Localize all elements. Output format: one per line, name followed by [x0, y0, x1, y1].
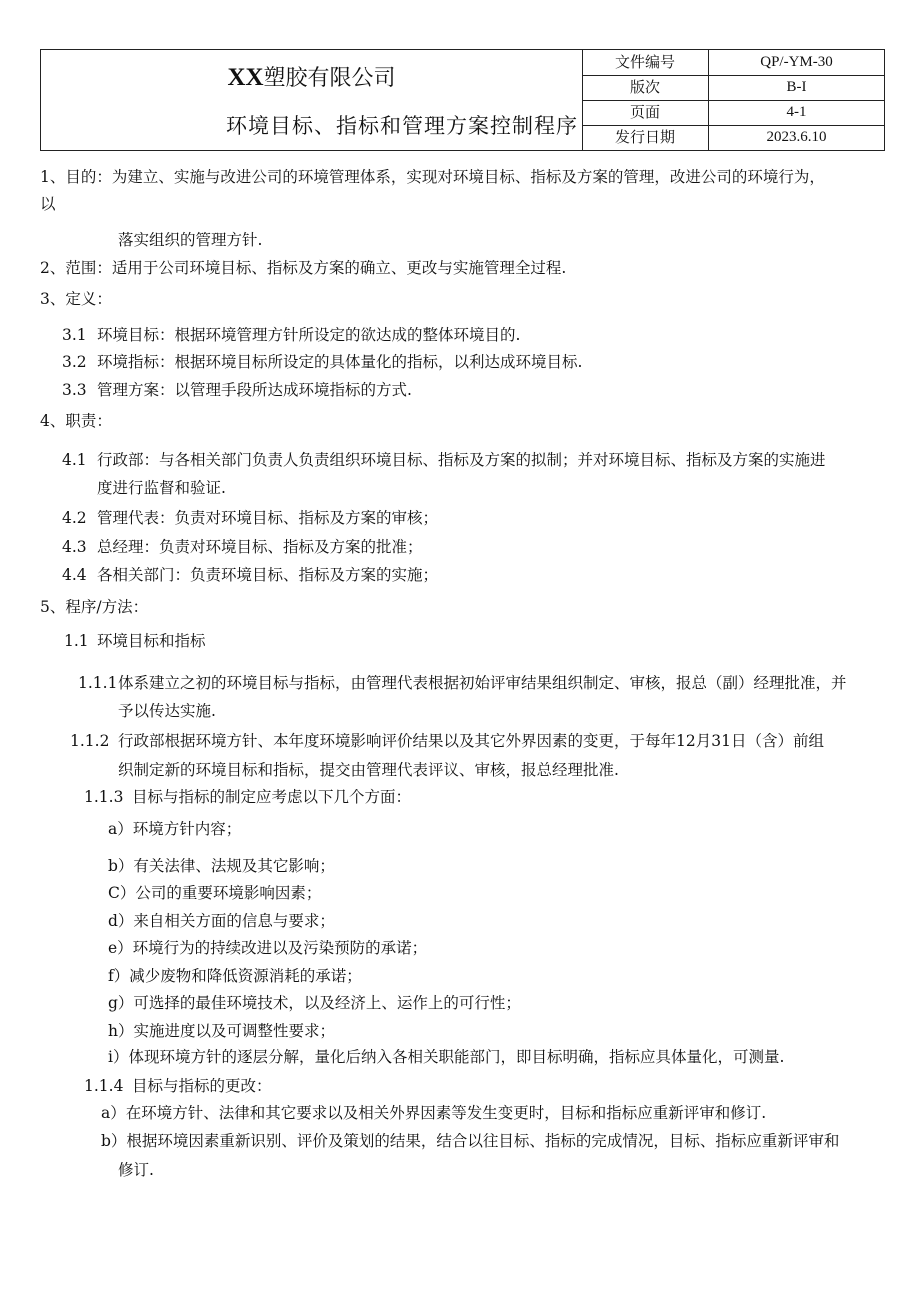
list-item: d）来自相关方面的信息与要求；	[108, 912, 335, 930]
section-title: 环境目标和指标	[97, 632, 206, 650]
clause-text-cont: 予以传达实施.	[118, 702, 216, 720]
meta-value: B-I	[786, 79, 807, 95]
duty-number: 4.4	[62, 566, 87, 584]
meta-value: QP/-YM-30	[760, 54, 833, 70]
duty-item: 管理代表：负责对环境目标、指标及方案的审核；	[97, 509, 439, 527]
clause-number: 1.1.1	[78, 674, 118, 692]
meta-row-doc-number	[582, 50, 884, 76]
duty-item: 行政部：与各相关部门负责人负责组织环境目标、指标及方案的拟制；并对环境目标、指标及方案的实施进	[97, 451, 826, 469]
meta-label: 版次	[582, 75, 709, 100]
duty-number: 4.3	[62, 538, 87, 556]
list-item: a）环境方针内容；	[108, 820, 242, 838]
definition-number: 3.3	[62, 381, 87, 399]
clause-number: 1.1.2	[70, 732, 110, 750]
document-meta-table	[582, 50, 884, 150]
duty-heading: 4、职责：	[40, 412, 112, 430]
duty-item: 各相关部门：负责环境目标、指标及方案的实施；	[97, 566, 439, 584]
company-name-text: 塑胶有限公司	[263, 66, 396, 91]
duty-item-cont: 度进行监督和验证.	[97, 479, 226, 497]
company-name	[41, 61, 582, 92]
clause-number: 1.1.4	[84, 1077, 124, 1095]
definition-number: 3.1	[62, 326, 87, 344]
section-number: 1.1	[64, 632, 89, 650]
meta-label: 页面	[582, 100, 709, 125]
meta-label: 发行日期	[582, 125, 709, 150]
list-item: i）体现环境方针的逐层分解，量化后纳入各相关职能部门，即目标明确，指标应具体量化，可测量.	[108, 1048, 785, 1066]
list-item: C）公司的重要环境影响因素；	[108, 884, 322, 902]
meta-value: 2023.6.10	[766, 129, 827, 145]
duty-number: 4.2	[62, 509, 87, 527]
document-header	[40, 49, 885, 151]
list-item-cont: 修订.	[118, 1161, 154, 1179]
clause-text: 行政部根据环境方针、本年度环境影响评价结果以及其它外界因素的变更，于每年12月31日（含）前组	[118, 732, 824, 750]
document-title: 环境目标、指标和管理方案控制程序	[226, 114, 578, 138]
clause-number: 1.1.3	[84, 788, 124, 806]
clause-text-cont: 织制定新的环境目标和指标，提交由管理代表评议、审核，报总经理批准.	[118, 761, 619, 779]
definition-item: 环境指标：根据环境目标所设定的具体量化的指标，以利达成环境目标.	[97, 353, 583, 371]
clause-text: 目标与指标的更改：	[132, 1077, 272, 1095]
definition-number: 3.2	[62, 353, 87, 371]
list-item: h）实施进度以及可调整性要求；	[108, 1022, 335, 1040]
meta-row-issue-date	[582, 125, 884, 150]
list-item: a）在环境方针、法律和其它要求以及相关外界因素等发生变更时，目标和指标应重新评审和修订.	[101, 1104, 767, 1122]
company-prefix: XX	[227, 64, 264, 91]
duty-number: 4.1	[62, 451, 87, 469]
purpose-line-indent: 落实组织的管理方针.	[118, 231, 263, 249]
purpose-line: 1、目的：为建立、实施与改进公司的环境管理体系，实现对环境目标、指标及方案的管理，改进公司的环境行为，	[40, 168, 825, 186]
duty-item: 总经理：负责对环境目标、指标及方案的批准；	[97, 538, 423, 556]
meta-label: 文件编号	[582, 50, 709, 75]
meta-row-version	[582, 75, 884, 101]
clause-text: 目标与指标的制定应考虑以下几个方面：	[132, 788, 412, 806]
list-item: g）可选择的最佳环境技术，以及经济上、运作上的可行性；	[108, 994, 521, 1012]
scope-line: 2、范围：适用于公司环境目标、指标及方案的确立、更改与实施管理全过程.	[40, 259, 567, 277]
list-item: b）有关法律、法规及其它影响；	[108, 857, 335, 875]
definition-heading: 3、定义：	[40, 290, 112, 308]
list-item: b）根据环境因素重新识别、评价及策划的结果，结合以往目标、指标的完成情况，目标、指标应重新评审和	[101, 1132, 840, 1150]
definition-item: 环境目标：根据环境管理方针所设定的欲达成的整体环境目的.	[97, 326, 521, 344]
meta-row-page	[582, 100, 884, 126]
procedure-heading: 5、程序/方法：	[40, 598, 149, 616]
meta-value: 4-1	[786, 104, 807, 120]
clause-text: 体系建立之初的环境目标与指标，由管理代表根据初始评审结果组织制定、审核，报总（副）经理批准，并	[118, 674, 847, 692]
list-item: f）减少废物和降低资源消耗的承诺；	[108, 967, 362, 985]
list-item: e）环境行为的持续改进以及污染预防的承诺；	[108, 939, 428, 957]
definition-item: 管理方案：以管理手段所达成环境指标的方式.	[97, 381, 412, 399]
header-title-cell	[41, 50, 583, 150]
purpose-line-cont: 以	[40, 195, 56, 213]
